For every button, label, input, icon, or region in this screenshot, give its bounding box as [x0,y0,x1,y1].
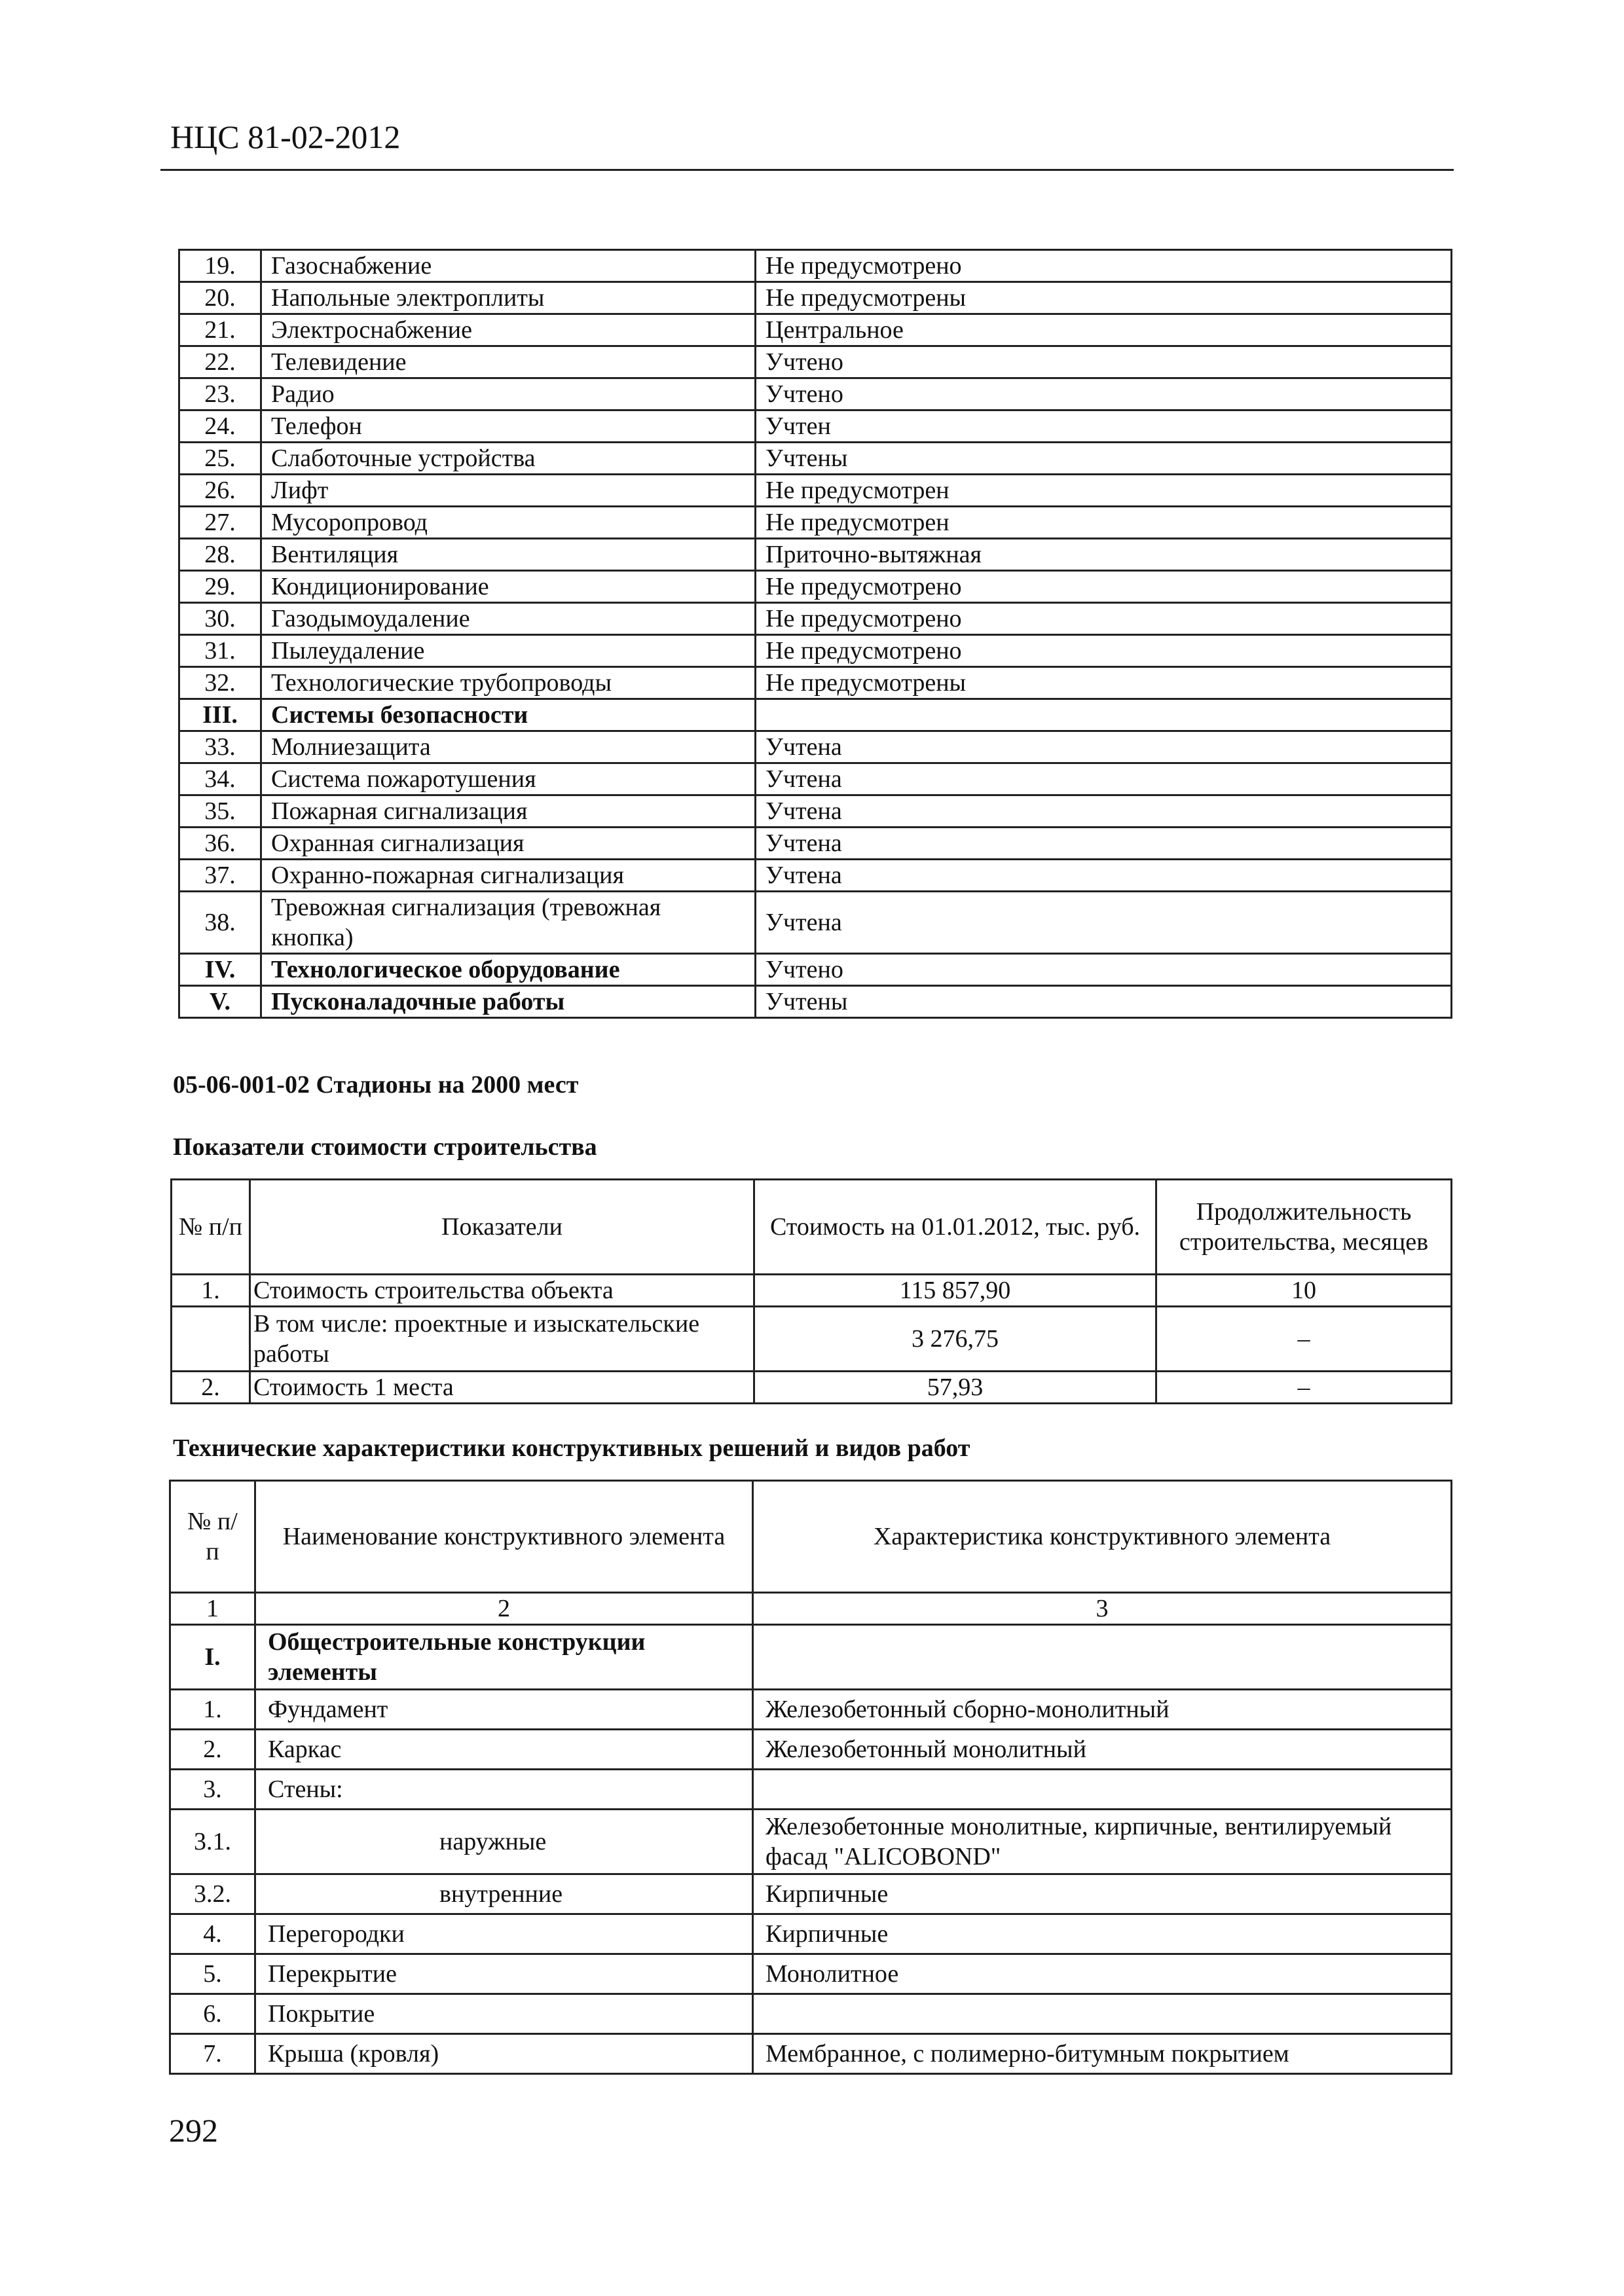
table-row [179,378,1452,410]
row-name: Телефон [261,410,756,443]
row-name: Газодымоудаление [261,603,756,635]
row-name: Радио [261,378,756,410]
row-name: Стены: [255,1770,753,1810]
table-row [179,860,1452,892]
row-value: Учтен [756,410,1452,443]
row-number: 3.1. [170,1810,255,1874]
table-row [179,954,1452,986]
table-row [179,282,1452,314]
row-value: Учтена [756,828,1452,860]
row-name: Технологическое оборудование [261,954,756,986]
table-row [179,443,1452,475]
row-value: Железобетонные монолитные, кирпичные, вентилируемый фасад "ALICOBOND" [753,1810,1452,1874]
table-row [179,539,1452,571]
row-name: Система пожаротушения [261,763,756,795]
row-number: 25. [179,443,261,475]
row-name: Крыша (кровля) [255,2034,753,2074]
row-value: Кирпичные [753,1914,1452,1954]
table-row [179,603,1452,635]
table-row [170,1770,1452,1810]
row-number: I. [170,1625,255,1690]
row-name: Каркас [255,1730,753,1770]
column-number: 1 [170,1593,255,1625]
row-name: Газоснабжение [261,250,756,282]
row-value: Не предусмотрено [756,603,1452,635]
row-number: 37. [179,860,261,892]
table-row [179,410,1452,443]
row-number: 1. [172,1275,250,1307]
table-row [179,763,1452,795]
header-rule [160,169,1454,171]
row-number: 33. [179,731,261,763]
row-number: 22. [179,346,261,378]
table-row [170,1625,1452,1690]
header-cell-cost: Стоимость на 01.01.2012, тыс. руб. [754,1180,1156,1275]
row-number: 21. [179,314,261,346]
table-row [170,1810,1452,1874]
row-value: Приточно-вытяжная [756,539,1452,571]
row-value [753,1625,1452,1690]
row-name: Перекрытие [255,1954,753,1994]
row-cost: 115 857,90 [754,1275,1156,1307]
row-duration: – [1156,1307,1452,1372]
row-value: Не предусмотрены [756,667,1452,699]
row-name: Пусконаладочные работы [261,986,756,1018]
table-row [179,667,1452,699]
row-value: Учтена [756,860,1452,892]
row-duration: 10 [1156,1275,1452,1307]
row-cost: 57,93 [754,1372,1156,1404]
row-duration: – [1156,1372,1452,1404]
table-row [179,507,1452,539]
row-name: Электроснабжение [261,314,756,346]
row-number [172,1307,250,1372]
row-value: Железобетонный сборно-монолитный [753,1690,1452,1730]
table-row [179,250,1452,282]
row-value: Учтена [756,731,1452,763]
row-number: 19. [179,250,261,282]
row-number: 3.2. [170,1874,255,1914]
row-number: 27. [179,507,261,539]
table-row [179,892,1452,954]
row-value: Не предусмотрен [756,507,1452,539]
row-number: 31. [179,635,261,667]
table-row [170,1730,1452,1770]
column-number-row [170,1593,1452,1625]
row-name: Лифт [261,475,756,507]
row-value: Монолитное [753,1954,1452,1994]
cost-indicators-table [170,1178,1452,1404]
row-number: 2. [170,1730,255,1770]
row-number: V. [179,986,261,1018]
row-name: Телевидение [261,346,756,378]
row-number: 20. [179,282,261,314]
row-name: Покрытие [255,1994,753,2034]
table-row [179,314,1452,346]
row-number: 38. [179,892,261,954]
row-value [756,699,1452,731]
row-number: 3. [170,1770,255,1810]
row-name: Охранно-пожарная сигнализация [261,860,756,892]
table-row [179,828,1452,860]
row-name: Пылеудаление [261,635,756,667]
row-number: 24. [179,410,261,443]
row-name: Общестроительные конструкции элементы [255,1625,753,1690]
row-name: Фундамент [255,1690,753,1730]
section-title: 05-06-001-02 Стадионы на 2000 мест [173,1071,579,1099]
header-cell-characteristic: Характеристика конструктивного элемента [753,1481,1452,1593]
row-value: Мембранное, с полимерно-битумным покрытием [753,2034,1452,2074]
row-name: Кондиционирование [261,571,756,603]
table-row [172,1372,1452,1404]
row-number: 32. [179,667,261,699]
row-name: Перегородки [255,1914,753,1954]
header-cell-indicator: Показатели [250,1180,754,1275]
row-value: Учтены [756,443,1452,475]
row-number: 36. [179,828,261,860]
table-row [179,635,1452,667]
row-number: 6. [170,1994,255,2034]
table-header-row [172,1180,1452,1275]
row-name: Технологические трубопроводы [261,667,756,699]
row-value: Учтена [756,892,1452,954]
row-value: Учтена [756,795,1452,828]
row-value [753,1770,1452,1810]
header-cell-number: № п/п [170,1481,255,1593]
table-row [170,1874,1452,1914]
row-value: Не предусмотрены [756,282,1452,314]
row-number: 5. [170,1954,255,1994]
tech-table-heading: Технические характеристики конструктивных решений и видов работ [173,1434,970,1462]
table-row [170,1954,1452,1994]
row-number: 28. [179,539,261,571]
row-number: III. [179,699,261,731]
table-row [179,346,1452,378]
row-name: Слаботочные устройства [261,443,756,475]
row-value: Учтено [756,378,1452,410]
row-value: Учтено [756,954,1452,986]
row-value: Учтена [756,763,1452,795]
row-name: Стоимость 1 места [250,1372,754,1404]
row-value: Учтены [756,986,1452,1018]
row-name: Тревожная сигнализация (тревожная кнопка) [261,892,756,954]
row-name: Системы безопасности [261,699,756,731]
row-number: 4. [170,1914,255,1954]
row-name: наружные [255,1810,753,1874]
header-cell-duration: Продолжительность строительства, месяцев [1156,1180,1452,1275]
row-name: Мусоропровод [261,507,756,539]
technical-characteristics-table [169,1480,1452,2075]
row-name: Пожарная сигнализация [261,795,756,828]
row-number: 26. [179,475,261,507]
row-value: Учтено [756,346,1452,378]
row-name: Охранная сигнализация [261,828,756,860]
row-value [753,1994,1452,2034]
row-number: 34. [179,763,261,795]
table-row [170,1994,1452,2034]
row-number: 29. [179,571,261,603]
page-number: 292 [169,2112,218,2149]
row-value: Не предусмотрено [756,635,1452,667]
engineering-systems-table [178,249,1452,1019]
table-row [179,795,1452,828]
table-row [179,731,1452,763]
row-number: IV. [179,954,261,986]
row-name: Вентиляция [261,539,756,571]
row-value: Центральное [756,314,1452,346]
row-value: Железобетонный монолитный [753,1730,1452,1770]
row-value: Не предусмотрено [756,571,1452,603]
table-row [172,1307,1452,1372]
row-cost: 3 276,75 [754,1307,1156,1372]
table-row [172,1275,1452,1307]
row-number: 35. [179,795,261,828]
table-row [179,475,1452,507]
header-cell-number: № п/п [172,1180,250,1275]
page-header-title: НЦС 81-02-2012 [170,118,401,155]
row-number: 1. [170,1690,255,1730]
row-number: 2. [172,1372,250,1404]
row-number: 23. [179,378,261,410]
row-name: Напольные электроплиты [261,282,756,314]
row-name: Молниезащита [261,731,756,763]
table-row [179,571,1452,603]
table-row [170,1914,1452,1954]
row-number: 30. [179,603,261,635]
table-header-row [170,1481,1452,1593]
column-number: 2 [255,1593,753,1625]
table-row [179,699,1452,731]
table-row [170,1690,1452,1730]
column-number: 3 [753,1593,1452,1625]
row-name: В том числе: проектные и изыскательские работы [250,1307,754,1372]
row-name: Стоимость строительства объекта [250,1275,754,1307]
row-value: Кирпичные [753,1874,1452,1914]
table-row [179,986,1452,1018]
row-value: Не предусмотрен [756,475,1452,507]
row-name: внутренние [255,1874,753,1914]
row-number: 7. [170,2034,255,2074]
row-value: Не предусмотрено [756,250,1452,282]
header-cell-element: Наименование конструктивного элемента [255,1481,753,1593]
table-row [170,2034,1452,2074]
cost-table-heading: Показатели стоимости строительства [173,1133,597,1161]
